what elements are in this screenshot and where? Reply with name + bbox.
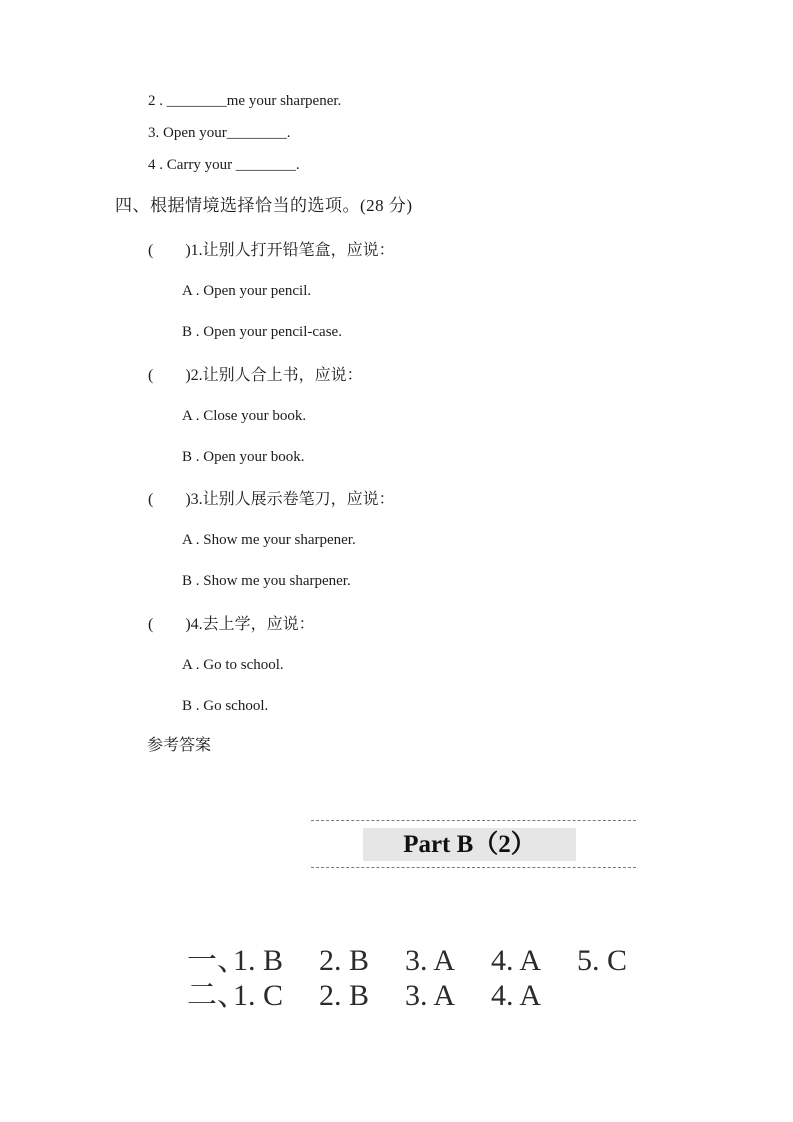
fill-in-item: 2 . ________me your sharpener. xyxy=(148,93,342,109)
answer-item: 4. A xyxy=(491,944,542,977)
part-b-title: Part B（2） xyxy=(363,828,576,861)
fill-in-item: 3. Open your________. xyxy=(148,125,291,141)
question-option: B . Open your book. xyxy=(182,449,305,465)
answer-row-prefix: 一、 xyxy=(187,944,247,977)
answer-item: 2. B xyxy=(319,979,370,1012)
question-stem: ( )1.让别人打开铅笔盒，应说： xyxy=(148,242,395,259)
answer-row xyxy=(157,945,577,1047)
answer-item: 3. A xyxy=(405,944,456,977)
answer-key-label: 参考答案 xyxy=(147,737,212,754)
question-option: B . Go school. xyxy=(182,698,269,714)
question-option: A . Go to school. xyxy=(182,657,284,673)
question-option: B . Open your pencil-case. xyxy=(182,324,342,340)
question-stem: ( )4.去上学，应说： xyxy=(148,616,315,633)
question-option: B . Show me you sharpener. xyxy=(182,573,351,589)
answer-item: 4. A xyxy=(491,979,542,1012)
answer-item: 2. B xyxy=(319,944,370,977)
question-stem: ( )3.让别人展示卷笔刀，应说： xyxy=(148,491,395,508)
fill-in-item: 4 . Carry your ________. xyxy=(148,157,300,173)
answer-item: 1. C xyxy=(233,979,284,1012)
answer-item: 5. C xyxy=(577,944,628,977)
part-b-divider xyxy=(311,820,636,868)
question-stem: ( )2.让别人合上书，应说： xyxy=(148,367,363,384)
section-heading: 四、根据情境选择恰当的选项。(28 分) xyxy=(115,196,413,215)
answer-item: 3. A xyxy=(405,979,456,1012)
question-option: A . Open your pencil. xyxy=(182,283,312,299)
question-option: A . Close your book. xyxy=(182,408,307,424)
answer-item: 1. B xyxy=(233,944,284,977)
answer-row-prefix: 二、 xyxy=(187,979,247,1012)
question-option: A . Show me your sharpener. xyxy=(182,532,356,548)
